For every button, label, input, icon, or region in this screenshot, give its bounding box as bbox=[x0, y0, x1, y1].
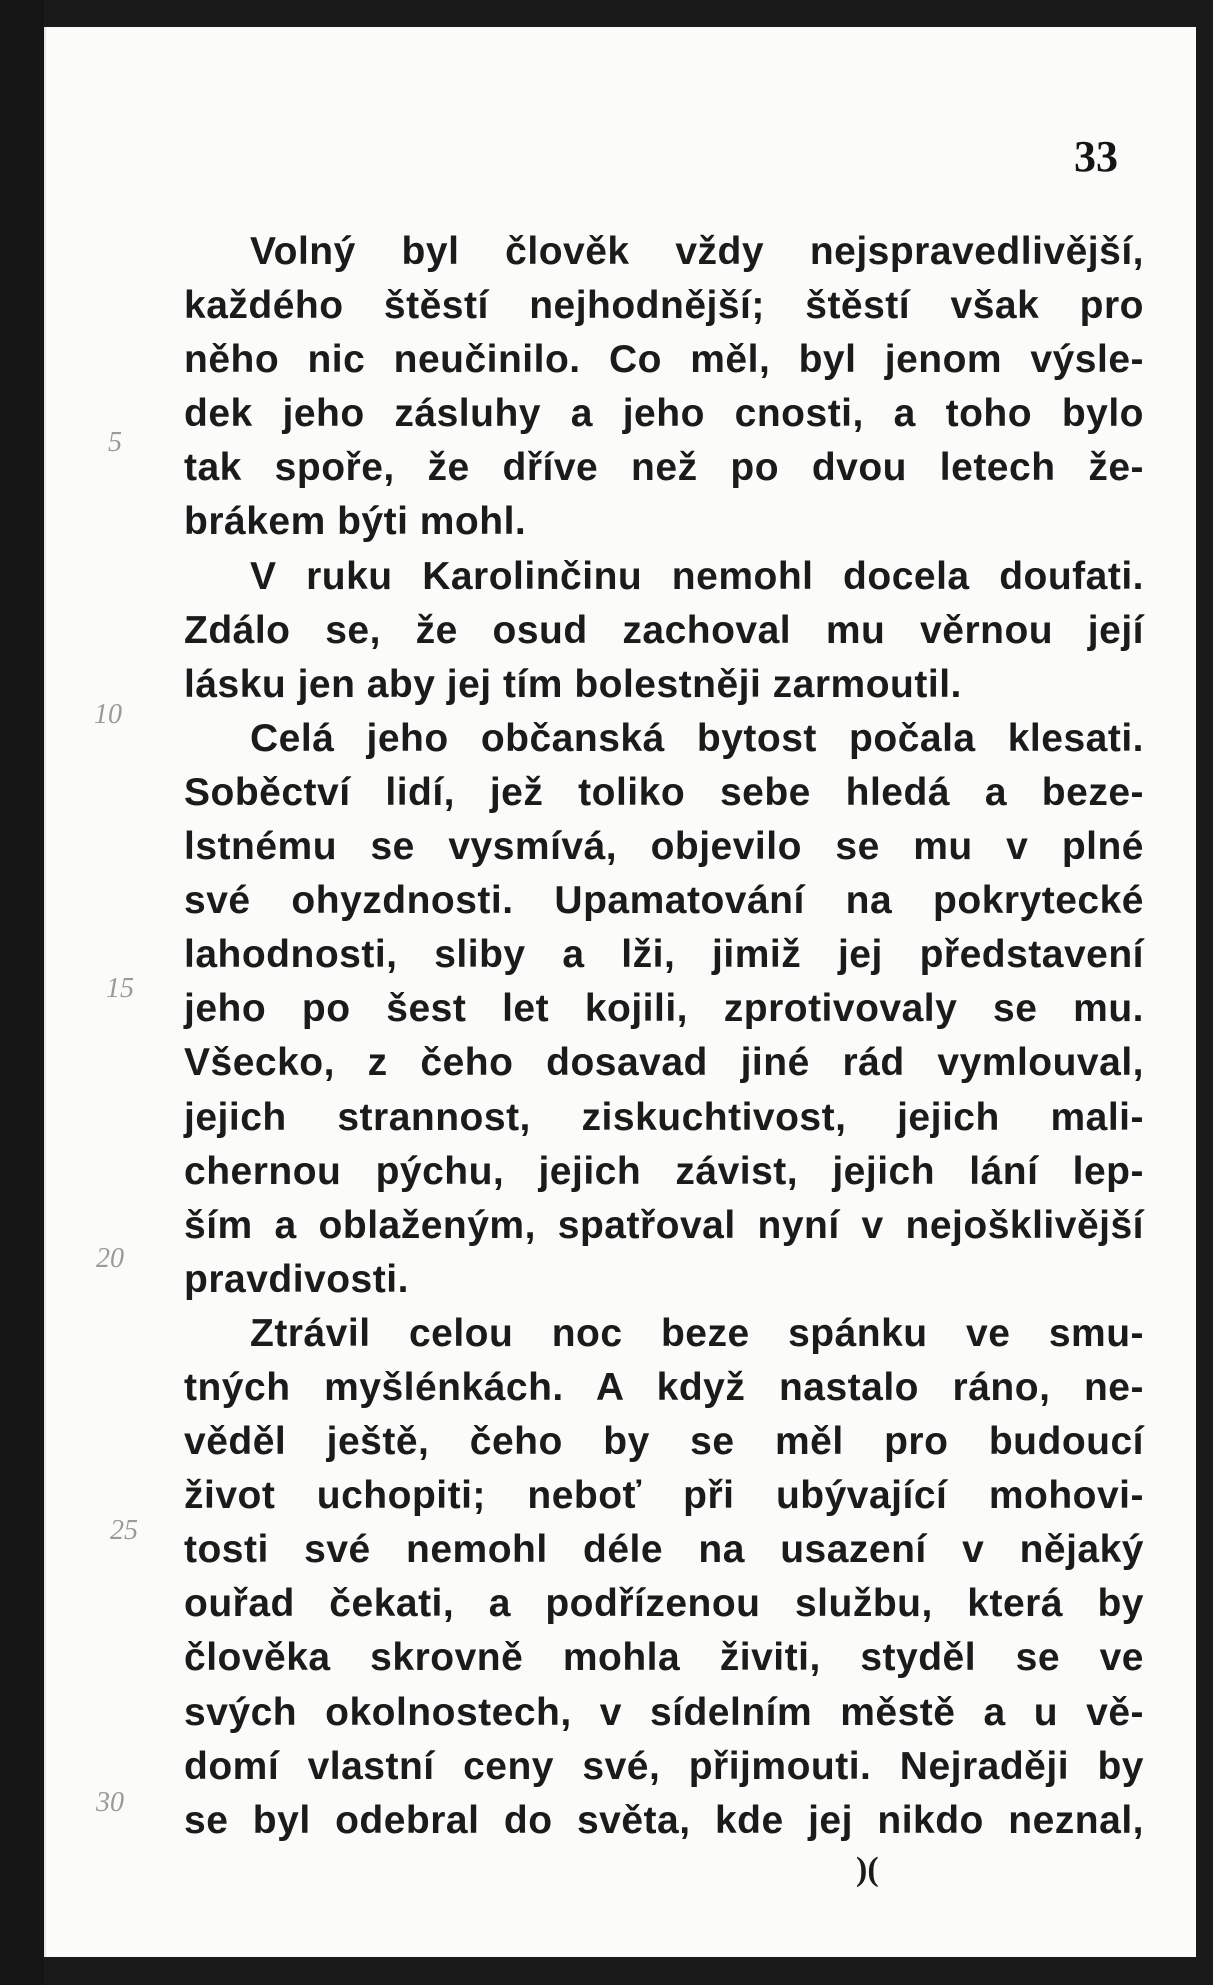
text-line: jeho po šest let kojili, zprotivovaly se mu. bbox=[184, 987, 1144, 1031]
margin-line-number: 30 bbox=[96, 1787, 124, 1818]
text-line: ším a oblaženým, spatřoval nyní v nejošklivější bbox=[184, 1203, 1144, 1247]
text-line: lstnému se vysmívá, objevilo se mu v plné bbox=[184, 825, 1144, 869]
text-line: Volný byl člověk vždy nejspravedlivější, bbox=[250, 230, 1144, 273]
text-line: člověka skrovně mohla živiti, styděl se ve bbox=[184, 1636, 1144, 1680]
text-line: se byl odebral do světa, kde jej nikdo neznal, bbox=[184, 1798, 1144, 1842]
text-line: brákem býti mohl. bbox=[184, 500, 527, 544]
body-text bbox=[184, 225, 1144, 1848]
text-line: lahodnosti, sliby a lži, jimiž jej představení bbox=[184, 933, 1144, 977]
text-line: věděl ještě, čeho by se měl pro budoucí bbox=[184, 1420, 1144, 1464]
text-line: své ohyzdnosti. Upamatování na pokrytecké bbox=[184, 879, 1144, 923]
margin-line-number: 5 bbox=[108, 427, 122, 458]
text-line: chernou pýchu, jejich závist, jejich lání lep- bbox=[184, 1149, 1144, 1193]
margin-line-number: 10 bbox=[94, 699, 122, 730]
text-line: ouřad čekati, a podřízenou službu, která by bbox=[184, 1582, 1144, 1626]
text-line: tosti své nemohl déle na usazení v nějaký bbox=[184, 1528, 1144, 1572]
margin-line-number: 20 bbox=[96, 1243, 124, 1274]
page-number: 33 bbox=[1074, 132, 1118, 181]
text-line: tných myšlénkách. A když nastalo ráno, ne- bbox=[184, 1365, 1144, 1409]
text-line: Celá jeho občanská bytost počala klesati. bbox=[250, 716, 1144, 760]
text-line: dek jeho zásluhy a jeho cnosti, a toho bylo bbox=[184, 392, 1144, 436]
text-line: domí vlastní ceny své, přijmouti. Nejraději by bbox=[184, 1744, 1144, 1788]
text-line: každého štěstí nejhodnější; štěstí však pro bbox=[184, 284, 1144, 328]
book-binding-edge bbox=[0, 0, 44, 1985]
text-line: Zdálo se, že osud zachoval mu věrnou její bbox=[184, 608, 1144, 652]
text-line: tak spoře, že dříve než po dvou letech že- bbox=[184, 446, 1144, 490]
margin-line-number: 25 bbox=[110, 1515, 138, 1546]
text-line: Soběctví lidí, jež toliko sebe hledá a beze- bbox=[184, 770, 1144, 814]
margin-line-number: 15 bbox=[106, 973, 134, 1004]
text-line: pravdivosti. bbox=[184, 1257, 409, 1301]
text-line: Ztrávil celou noc beze spánku ve smu- bbox=[250, 1311, 1144, 1355]
text-line: Všecko, z čeho dosavad jiné rád vymlouval, bbox=[184, 1041, 1144, 1085]
text-line: V ruku Karolinčinu nemohl docela doufati. bbox=[250, 554, 1144, 598]
text-line: život uchopiti; neboť při ubývající mohovi- bbox=[184, 1474, 1144, 1518]
text-line: jejich strannost, ziskuchtivost, jejich mali- bbox=[184, 1095, 1144, 1139]
book-page bbox=[44, 27, 1196, 1957]
text-line: něho nic neučinilo. Co měl, byl jenom výsle- bbox=[184, 338, 1144, 382]
text-line: svých okolnostech, v sídelním městě a u vě- bbox=[184, 1690, 1144, 1734]
printer-signature-mark: )( bbox=[856, 1851, 879, 1888]
text-line: lásku jen aby jej tím bolestněji zarmoutil. bbox=[184, 662, 962, 706]
